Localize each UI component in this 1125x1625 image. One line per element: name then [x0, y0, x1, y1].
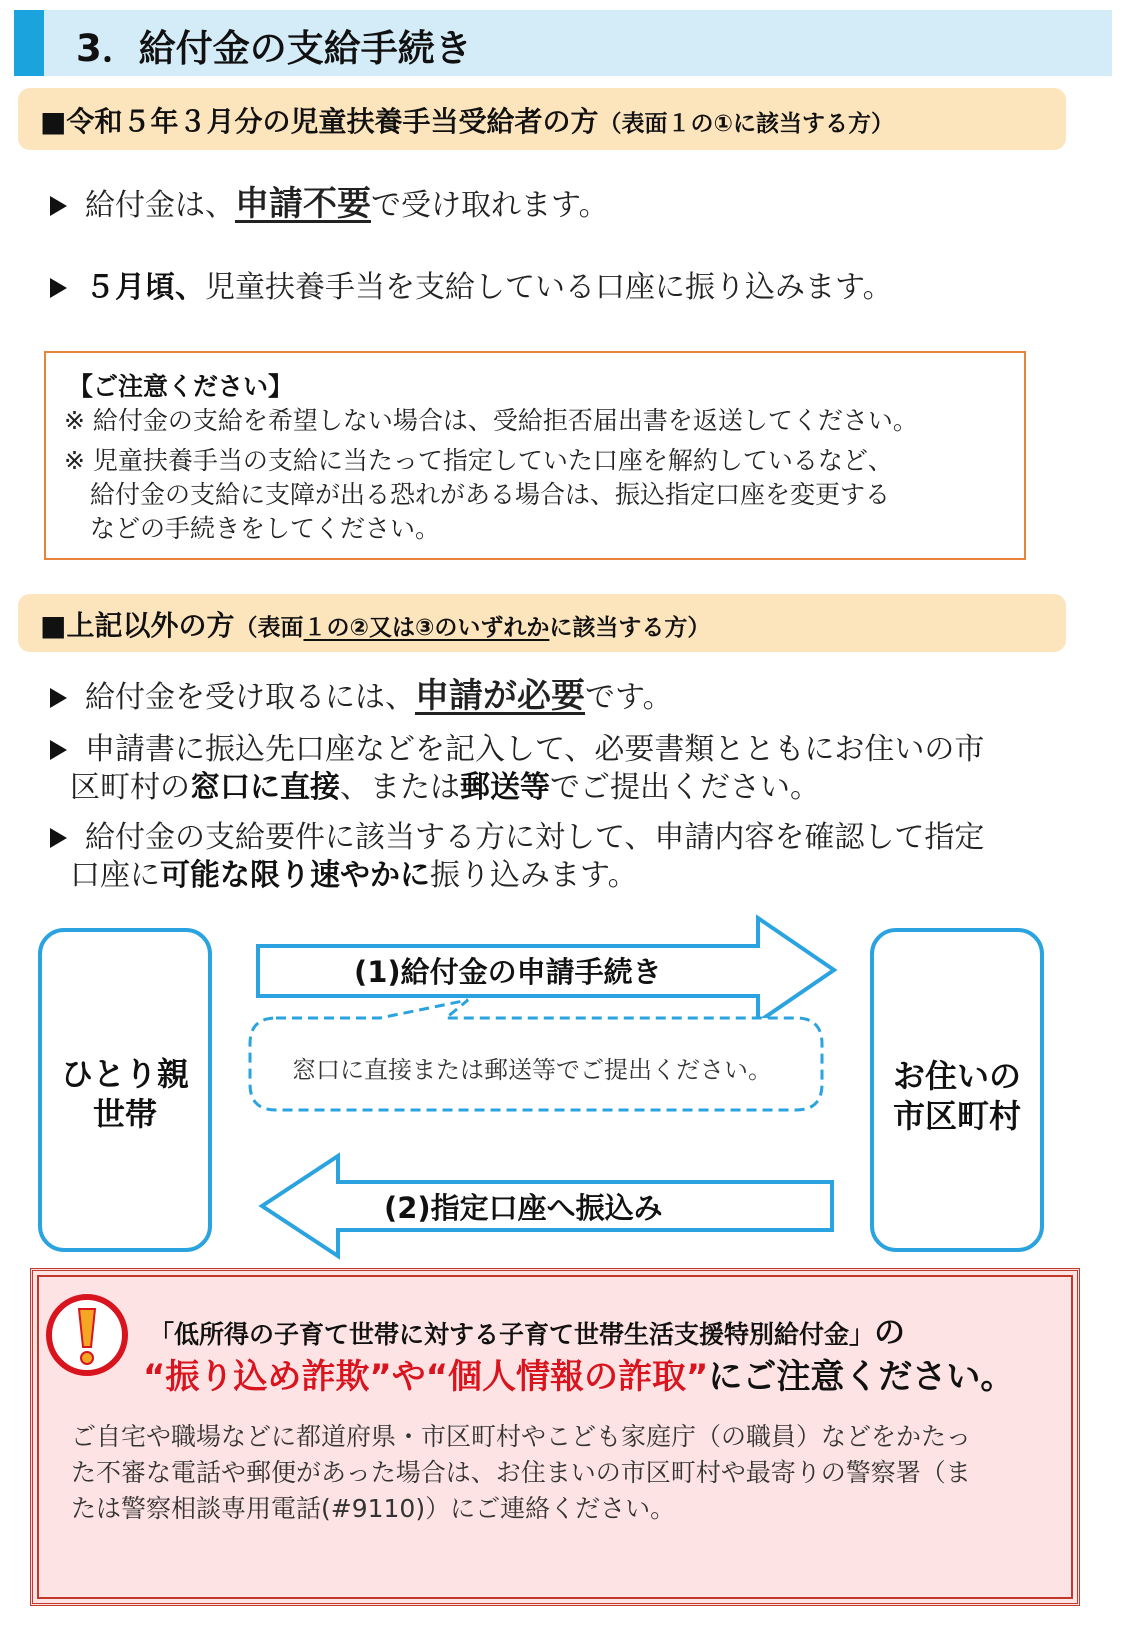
section2-line1: 給付金を受け取るには、申請が必要です。 [50, 668, 673, 717]
warning-body-line1: ご自宅や職場などに都道府県・市区町村やこども家庭庁（の職員）などをかたっ [71, 1422, 972, 1451]
bullet-triangle-icon [50, 740, 67, 760]
section2-heading: ■上記以外の方（表面１の②又は③のいずれかに該当する方） [40, 609, 711, 642]
callout-text: 窓口に直接または郵送等でご提出ください。 [292, 1056, 772, 1084]
warning-title: 「低所得の子育て世帯に対する子育て世帯生活支援特別給付金」の [149, 1315, 906, 1351]
section2-band [18, 594, 1066, 652]
fraud-warning-box [30, 1268, 1080, 1606]
emphasis-no-application: 申請不要 [235, 184, 371, 224]
notice-box [44, 351, 1026, 560]
exclamation-icon [43, 1291, 131, 1379]
notice-item2-line1: ※ 児童扶養手当の支給に当たって指定していた口座を解約しているなど、 [64, 446, 893, 475]
arrow2-label: (2)指定口座へ振込み [384, 1191, 663, 1225]
emphasis-application-required: 申請が必要 [415, 676, 585, 716]
notice-item2-line2: 給付金の支給に支障が出る恐れがある場合は、振込指定口座を変更する [90, 480, 891, 509]
title-bar [14, 10, 1112, 76]
section1-line1: 給付金は、申請不要で受け取れます。 [50, 176, 609, 225]
party-right-label-line1: お住いの [892, 1057, 1021, 1095]
bullet-triangle-icon [50, 278, 67, 298]
section2-line2-row1: 申請書に振込先口座などを記入して、必要書類とともにお住いの市 [50, 724, 984, 768]
party-right-label-line2: 市区町村 [892, 1097, 1021, 1135]
section2-line3-row2: 口座に可能な限り速やかに振り込みます。 [70, 858, 638, 893]
warning-body-line3: たは警察相談専用電話(#9110)）にご連絡ください。 [71, 1494, 676, 1523]
notice-item2-line3: などの手続きをしてください。 [90, 514, 441, 543]
section2-line3-row1: 給付金の支給要件に該当する方に対して、申請内容を確認して指定 [50, 812, 984, 856]
warning-body-line2: た不審な電話や郵便があった場合は、お住まいの市区町村や最寄りの警察署（ま [71, 1458, 971, 1487]
section1-heading: ■令和５年３月分の児童扶養手当受給者の方（表面１の①に該当する方） [40, 105, 894, 138]
notice-item1: ※ 給付金の支給を希望しない場合は、受給拒否届出書を返送してください。 [64, 406, 918, 435]
bullet-triangle-icon [50, 196, 67, 216]
party-left-label-line2: 世帯 [92, 1095, 157, 1133]
notice-heading: 【ご注意ください】 [68, 372, 294, 401]
section1-line2: ５月頃、児童扶養手当を支給している口座に振り込みます。 [50, 262, 893, 306]
page-title: 3．給付金の支給手続き [76, 27, 472, 70]
arrow1-label: (1)給付金の申請手続き [354, 955, 662, 989]
bullet-triangle-icon [50, 828, 67, 848]
warning-headline: “振り込め詐欺”や“個人情報の詐取”にご注意ください。 [143, 1357, 1015, 1397]
section1-band [18, 88, 1066, 150]
bullet-triangle-icon [50, 688, 67, 708]
party-left-label-line1: ひとり親 [60, 1055, 189, 1093]
section2-line2-row2: 区町村の窓口に直接、または郵送等でご提出ください。 [70, 770, 820, 805]
title-accent [14, 10, 44, 76]
